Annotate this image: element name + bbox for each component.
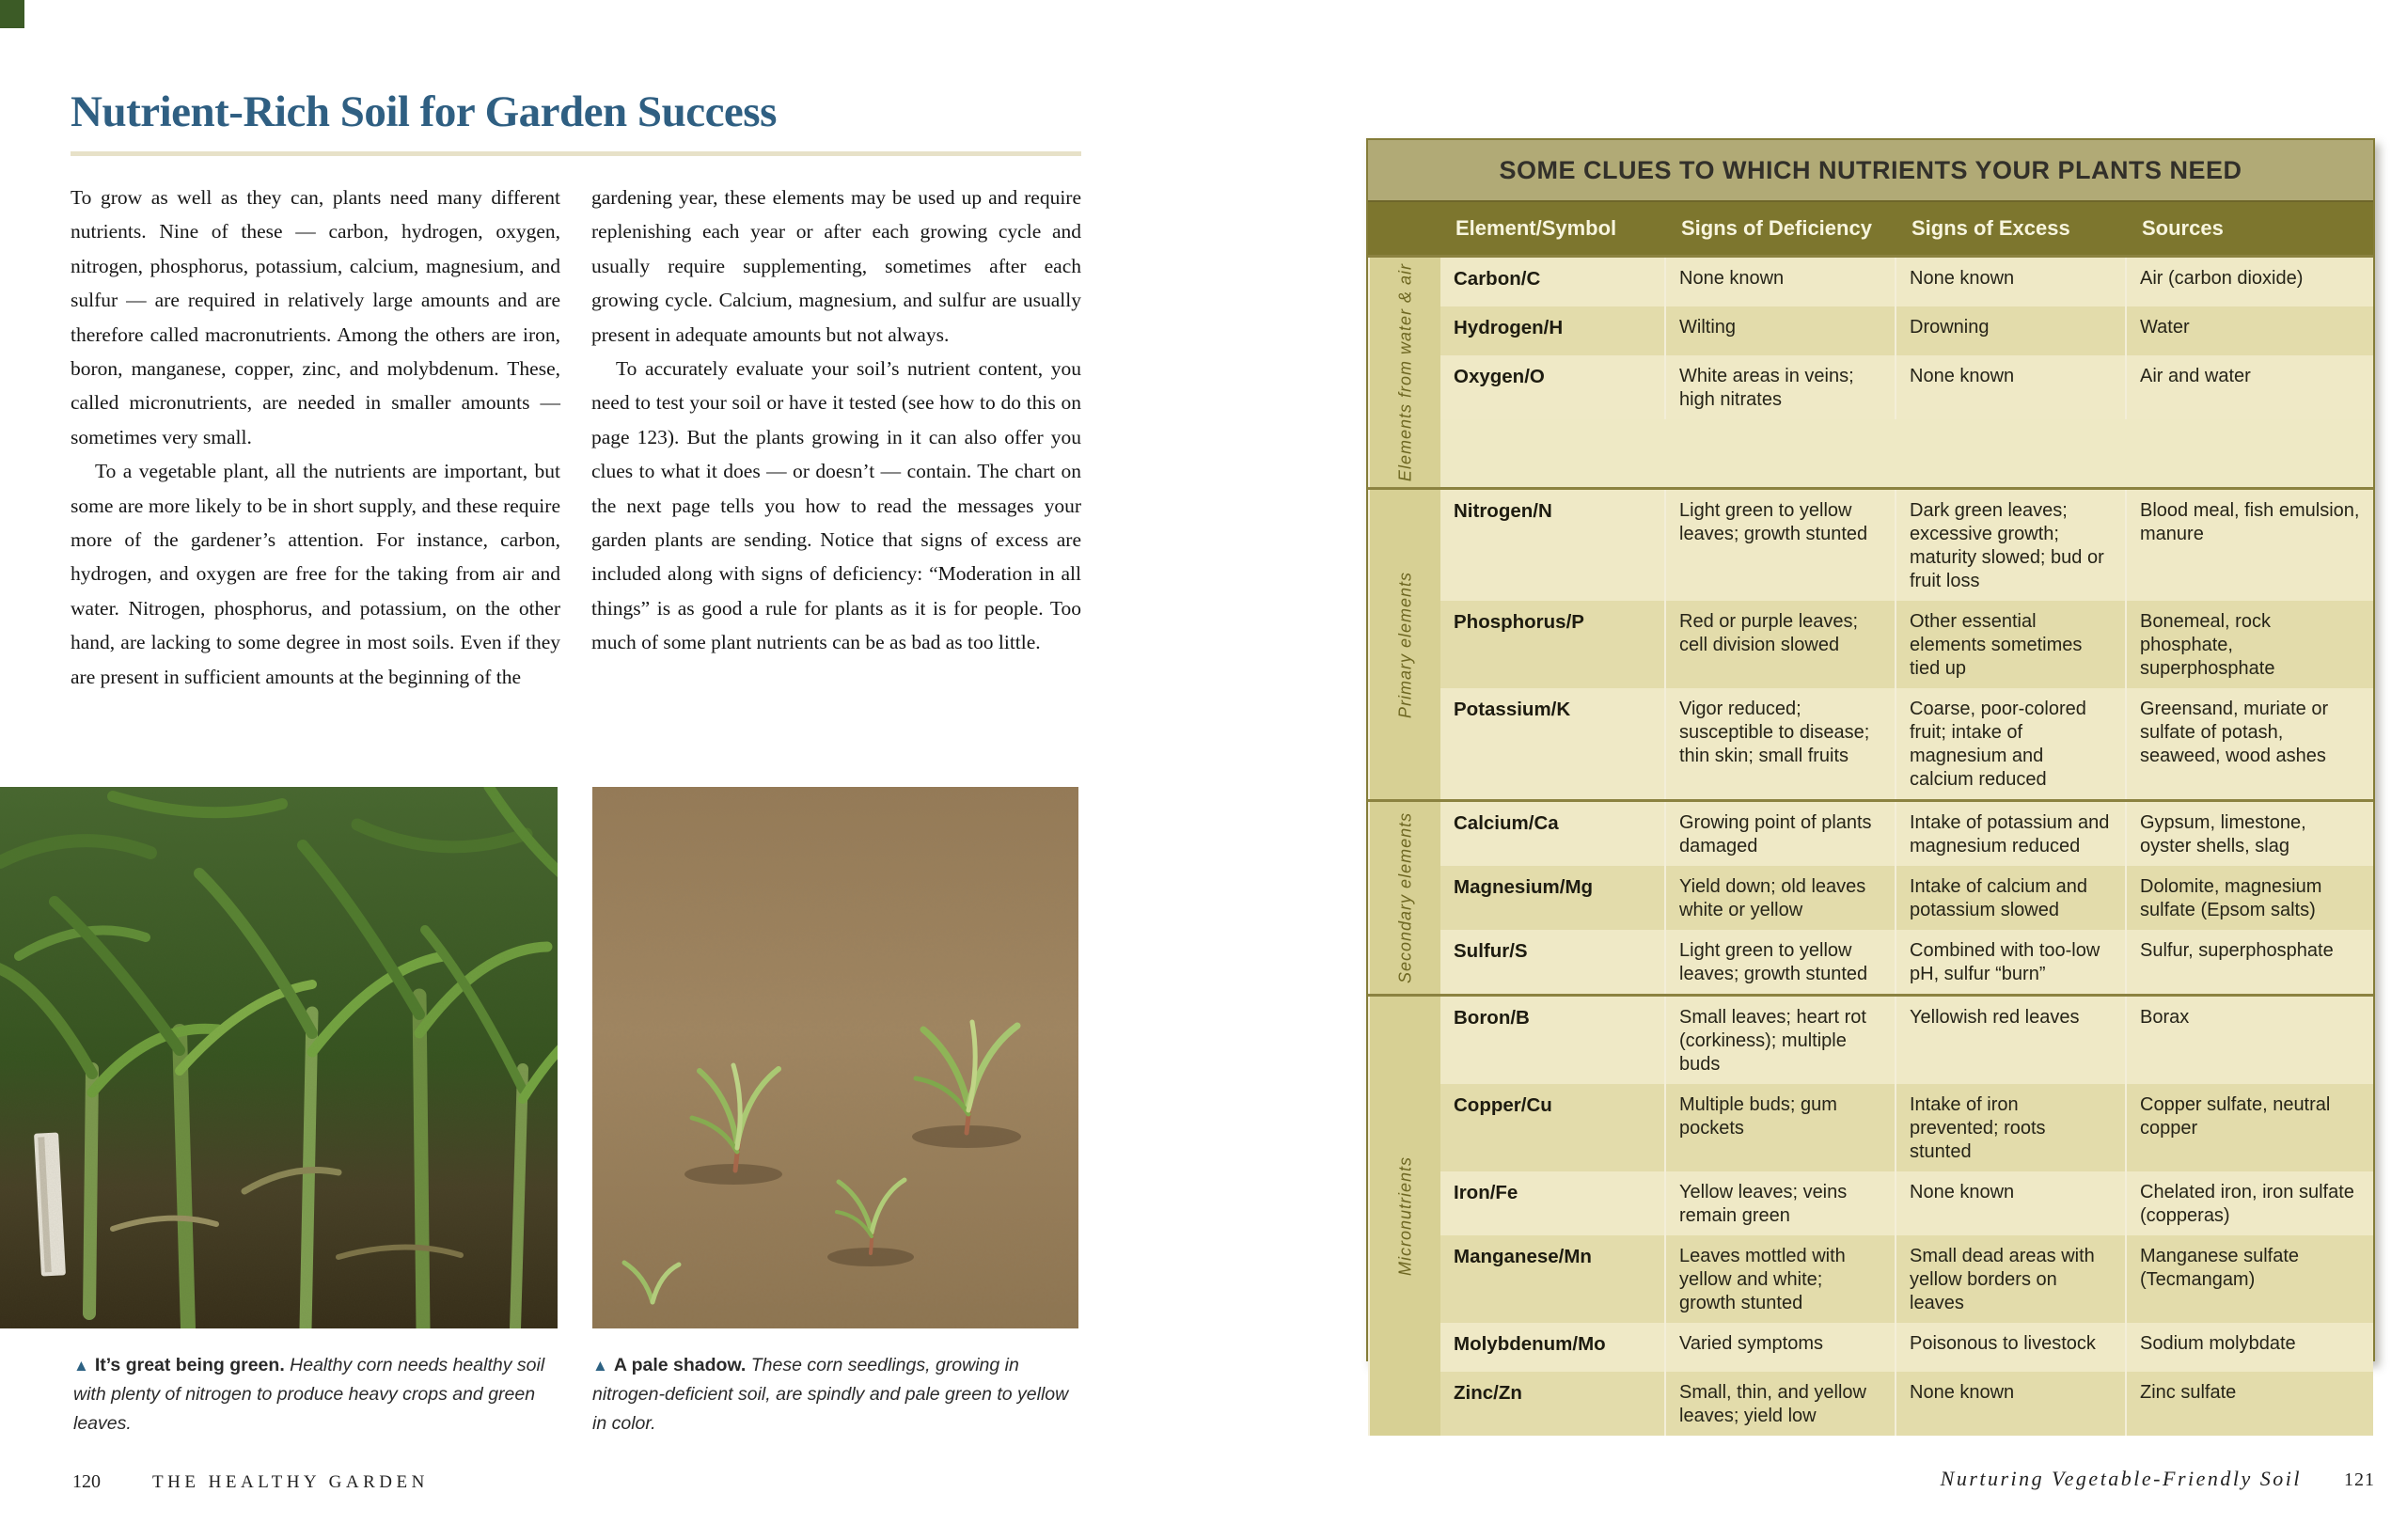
cell-sources: Copper sulfate, neutral copper xyxy=(2140,1094,2331,1139)
cell-deficiency: None known xyxy=(1666,258,1896,306)
table-row xyxy=(1440,1372,2373,1436)
table-row xyxy=(1440,306,2373,355)
cell-excess: Other essential elements sometimes tied up xyxy=(1896,601,2127,688)
running-head-left: THE HEALTHY GARDEN xyxy=(152,1472,429,1492)
footer-right xyxy=(1941,1467,2375,1491)
cell-sources: Air and water xyxy=(2140,366,2251,386)
cell-excess: Poisonous to livestock xyxy=(1896,1323,2127,1372)
cell-element: Phosphorus/P xyxy=(1440,601,1666,688)
cell-sources: Zinc sulfate xyxy=(2140,1382,2237,1404)
table-group-label: Primary elements xyxy=(1368,490,1440,799)
column-header-excess: Signs of Excess xyxy=(1911,216,2070,240)
cell-sources: Air (carbon dioxide) xyxy=(2140,268,2304,289)
cell-deficiency: White areas in veins; high nitrates xyxy=(1666,355,1896,419)
healthy-corn-photo xyxy=(0,787,558,1328)
body-text-column-1 xyxy=(71,181,560,694)
table-row xyxy=(1440,355,2373,419)
cell-excess: Intake of iron prevented; roots stunted xyxy=(1896,1084,2127,1171)
cell-sources: Gypsum, limestone, oyster shells, slag xyxy=(2140,812,2306,857)
cell-deficiency: Wilting xyxy=(1666,306,1896,355)
cell-deficiency: Light green to yellow leaves; growth stunted xyxy=(1666,930,1896,994)
cell-sources: Borax xyxy=(2140,1007,2190,1029)
cell-element: Carbon/C xyxy=(1440,258,1666,306)
cell-element: Nitrogen/N xyxy=(1440,490,1666,601)
caption-marker-triangle-icon: ▲ xyxy=(592,1357,608,1375)
table-row xyxy=(1440,997,2373,1084)
paragraph: To grow as well as they can, plants need many different nutrients. Nine of these — carbon, hydrogen, oxygen, nitrogen, phosphorus, potassium, calcium, magnesium, and sulfur — are required in relatively large amounts and are therefore called macronutrients. Among the others are iron, boron, manganese, copper, zinc, and molybdenum. These, called micronutrients, are needed in smaller amounts — sometimes very small. xyxy=(71,186,560,448)
caption-lead: A pale shadow. xyxy=(613,1355,747,1375)
title-underline xyxy=(71,151,1081,156)
cell-deficiency: Leaves mottled with yellow and white; growth stunted xyxy=(1666,1235,1896,1323)
body-text-column-2 xyxy=(591,181,1081,660)
cell-element: Calcium/Ca xyxy=(1440,802,1666,866)
photo-caption-right xyxy=(592,1351,1074,1438)
table-group-label: Micronutrients xyxy=(1368,997,1440,1436)
table-row xyxy=(1440,866,2373,930)
page-number-left: 120 xyxy=(72,1471,101,1492)
table-row xyxy=(1440,490,2373,601)
caption-marker-triangle-icon: ▲ xyxy=(73,1357,89,1375)
cell-excess: None known xyxy=(1896,258,2127,306)
table-row xyxy=(1440,1323,2373,1372)
cell-sources: Sodium molybdate xyxy=(2140,1333,2296,1355)
cell-sources: Bonemeal, rock phosphate, superphosphate xyxy=(2140,611,2275,680)
cell-deficiency: Small leaves; heart rot (corkiness); multiple buds xyxy=(1666,997,1896,1084)
cell-element: Iron/Fe xyxy=(1440,1171,1666,1235)
paragraph: To accurately evaluate your soil’s nutrient content, you need to test your soil or have it tested (see how to do this on page 123). But the plants growing in it can also offer you clues to what it does — or doesn’t — contain. The chart on the next page tells you how to read the messages your garden plants are sending. Notice that signs of excess are included along with signs of deficiency: “Moderation in all things” is as good a rule for plants as it is for people. Too much of some plant nutrients can be as bad as too little. xyxy=(591,357,1081,654)
cell-sources: Sulfur, superphosphate xyxy=(2140,940,2334,962)
table-group-water-air xyxy=(1368,255,2373,487)
table-row xyxy=(1440,802,2373,866)
cell-element: Potassium/K xyxy=(1440,688,1666,799)
cell-deficiency: Yellow leaves; veins remain green xyxy=(1666,1171,1896,1235)
caption-body: These corn seedlings, growing in nitrogen-deficient soil, are spindly and pale green to yellow in color. xyxy=(592,1355,1069,1434)
table-group-micronutrients xyxy=(1368,994,2373,1436)
cell-element: Copper/Cu xyxy=(1440,1084,1666,1171)
table-group-label: Secondary elements xyxy=(1368,802,1440,994)
cell-deficiency: Red or purple leaves; cell division slowed xyxy=(1666,601,1896,688)
paragraph: gardening year, these elements may be used up and require replenishing each year or after each growing cycle and usually require supplementing, sometimes after each growing cycle. Calcium, magnesium, and sulfur are usually present in adequate amounts but not always. xyxy=(591,186,1081,346)
cell-element: Hydrogen/H xyxy=(1440,306,1666,355)
cell-sources: Blood meal, fish emulsion, manure xyxy=(2140,500,2360,545)
cell-excess: None known xyxy=(1896,355,2127,419)
running-head-right: Nurturing Vegetable-Friendly Soil xyxy=(1940,1467,2302,1490)
page-number-right: 121 xyxy=(2344,1469,2375,1490)
cell-element: Zinc/Zn xyxy=(1440,1372,1666,1436)
cell-excess: None known xyxy=(1896,1372,2127,1436)
cell-excess: Coarse, poor-colored fruit; intake of magnesium and calcium reduced xyxy=(1896,688,2127,799)
column-header-element: Element/Symbol xyxy=(1455,216,1617,240)
cell-deficiency: Growing point of plants damaged xyxy=(1666,802,1896,866)
page-title: Nutrient-Rich Soil for Garden Success xyxy=(71,87,777,136)
caption-body: Healthy corn needs healthy soil with plenty of nitrogen to produce heavy crops and green leaves. xyxy=(73,1355,545,1434)
cell-element: Molybdenum/Mo xyxy=(1440,1323,1666,1372)
deficient-corn-photo xyxy=(592,787,1078,1328)
paragraph: To a vegetable plant, all the nutrients are important, but some are more likely to be in short supply, and these require more of the gardener’s attention. For instance, carbon, hydrogen, and oxygen are free for the taking from air and water. Nitrogen, phosphorus, and potassium, on the other hand, are lacking to some degree in most soils. Even if they are present in sufficient amounts at the beginning of the xyxy=(71,460,560,688)
cell-element: Oxygen/O xyxy=(1440,355,1666,419)
cell-excess: None known xyxy=(1896,1171,2127,1235)
cell-deficiency: Varied symptoms xyxy=(1666,1323,1896,1372)
table-group-primary xyxy=(1368,487,2373,799)
cell-excess: Combined with too-low pH, sulfur “burn” xyxy=(1896,930,2127,994)
cell-sources: Dolomite, magnesium sulfate (Epsom salts) xyxy=(2140,876,2322,921)
footer-left xyxy=(72,1471,429,1493)
table-title: SOME CLUES TO WHICH NUTRIENTS YOUR PLANTS NEED xyxy=(1368,140,2373,202)
cell-excess: Intake of calcium and potassium slowed xyxy=(1896,866,2127,930)
cell-deficiency: Multiple buds; gum pockets xyxy=(1666,1084,1896,1171)
table-row xyxy=(1440,688,2373,799)
cell-excess: Yellowish red leaves xyxy=(1896,997,2127,1084)
column-header-sources: Sources xyxy=(2142,216,2224,240)
cell-deficiency: Small, thin, and yellow leaves; yield low xyxy=(1666,1372,1896,1436)
cell-deficiency: Yield down; old leaves white or yellow xyxy=(1666,866,1896,930)
table-header-row xyxy=(1368,202,2373,255)
cell-element: Sulfur/S xyxy=(1440,930,1666,994)
cell-sources: Greensand, muriate or sulfate of potash, seaweed, wood ashes xyxy=(2140,699,2329,767)
table-row xyxy=(1440,1084,2373,1171)
cell-sources: Chelated iron, iron sulfate (copperas) xyxy=(2140,1182,2354,1227)
table-row xyxy=(1440,601,2373,688)
column-header-deficiency: Signs of Deficiency xyxy=(1681,216,1872,240)
cell-excess: Dark green leaves; excessive growth; maturity slowed; bud or fruit loss xyxy=(1896,490,2127,601)
cell-excess: Small dead areas with yellow borders on leaves xyxy=(1896,1235,2127,1323)
nutrient-clues-table xyxy=(1366,138,2375,1427)
cell-element: Magnesium/Mg xyxy=(1440,866,1666,930)
table-row xyxy=(1440,1171,2373,1235)
cell-excess: Drowning xyxy=(1896,306,2127,355)
table-row xyxy=(1440,258,2373,306)
table-row xyxy=(1440,930,2373,994)
cell-deficiency: Light green to yellow leaves; growth stunted xyxy=(1666,490,1896,601)
cell-sources: Manganese sulfate (Tecmangam) xyxy=(2140,1246,2300,1291)
table-group-secondary xyxy=(1368,799,2373,994)
photo-caption-left xyxy=(73,1351,548,1438)
table-row xyxy=(1440,1235,2373,1323)
cell-element: Boron/B xyxy=(1440,997,1666,1084)
cell-element: Manganese/Mn xyxy=(1440,1235,1666,1323)
caption-lead: It’s great being green. xyxy=(94,1355,285,1375)
scan-corner-artifact xyxy=(0,0,24,28)
cell-deficiency: Vigor reduced; susceptible to disease; thin skin; small fruits xyxy=(1666,688,1896,799)
table-group-label: Elements from water & air xyxy=(1368,258,1440,487)
cell-excess: Intake of potassium and magnesium reduced xyxy=(1896,802,2127,866)
cell-sources: Water xyxy=(2140,317,2190,338)
